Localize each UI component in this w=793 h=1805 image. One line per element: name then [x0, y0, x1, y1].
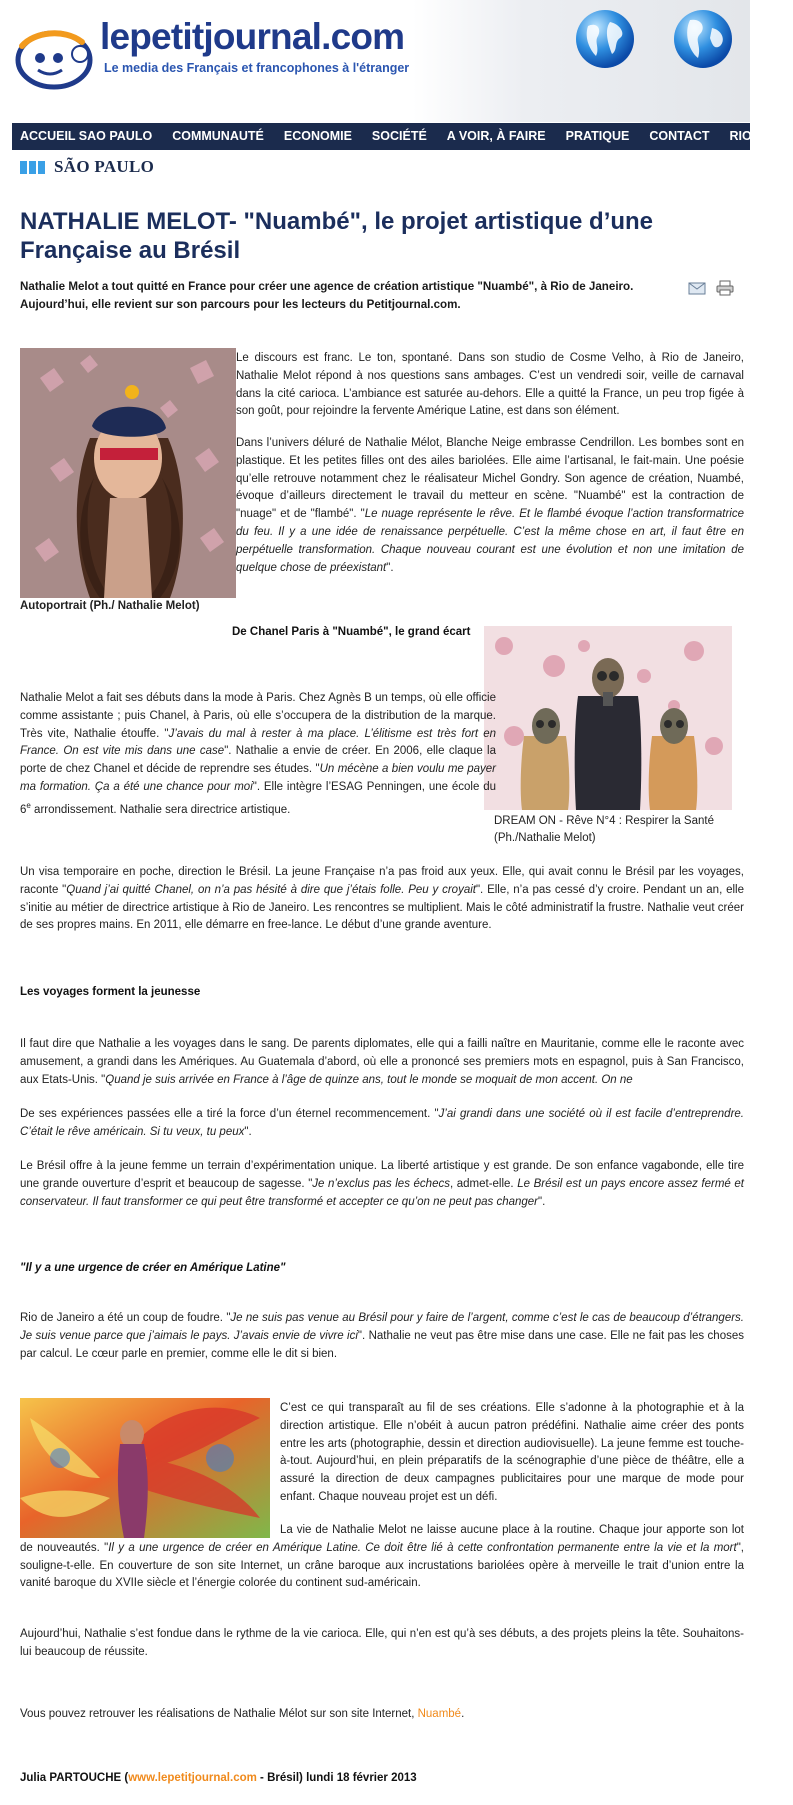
article-title: NATHALIE MELOT- "Nuambé", le projet artistique d’une Française au Brésil — [20, 208, 654, 264]
site-title[interactable]: lepetitjournal.com — [100, 16, 405, 57]
paragraph-2: Dans l’univers déluré de Nathalie Mélot, Blanche Neige embrasse Cendrillon. Les bombes sont en plastique. Et les petites filles ont des ailes bariolées. Elle aime l’artisanal, le fait-main. Une poésie qu’elle retrouve notamment chez le réalisateur Michel Gondry. Son agence de création, Nuambé, évoque d’ailleurs directement le travail du metteur en scène. "Nuambé" est la contraction de "nuage" et de "flambé". "Le nuage représente le rêve. Et le flambé évoque l’action transformatrice du feu. Il y a une idée de renaissance perpétuelle. C’est la même chose en art, il faut être en perpétuelle transformation. Chaque nouveau courant est une évolution et non une imitation de quelque chose de préexistant". — [236, 437, 744, 574]
subheading-voyages: Les voyages forment la jeunesse — [20, 986, 201, 998]
globe-icon[interactable] — [672, 8, 734, 70]
lepetitjournal-link[interactable]: www.lepetitjournal.com — [128, 1772, 257, 1784]
site-header — [0, 0, 750, 122]
paragraph-3: Nathalie Melot a fait ses débuts dans la mode à Paris. Chez Agnès B un temps, où elle officie comme assistante ; puis Chanel, à Paris, où elle s’occupera de la distribution de la marque. Très vite, Nathalie étouffe. "J’avais du mal à rester à ma place. L’élitisme est très fort en France. On est vite mis dans une case". Nathalie a envie de créer. En 2006, elle claque la porte de chez Chanel et décide de reprendre ses études. "Un mécène a bien voulu me payer ma formation. Ça a été une chance pour moi". Elle intègre l’ESAG Penningen, une école du 6e arrondissement. Nathalie sera directrice artistique. — [20, 692, 496, 816]
nav-item-a-voir[interactable]: A VOIR, À FAIRE — [446, 129, 546, 143]
nav-item-accueil[interactable]: ACCUEIL SAO PAULO — [20, 129, 153, 143]
paragraph-1: Le discours est franc. Le ton, spontané. Dans son studio de Cosme Velho, à Rio de Janeiro, Nathalie Melot répond à nos questions sans ambages. C’est un vendredi soir, veille de carnaval dans la cité carioca. L’ambiance est saturée au-dehors. Elle a quitté la France, un peu trop figée à son goût, pour rejoindre la fervente Amérique Latine, est dans son élément. — [236, 352, 744, 418]
paragraph-4: Un visa temporaire en poche, direction le Brésil. La jeune Française n’a pas froid aux yeux. Elle, qui avait connu le Brésil par les voyages, raconte "Quand j’ai quitté Chanel, on n’a pas hésité à dire que j’étais folle. Peu y croyait". Elle, n’a pas cessé d’y croire. Pendant un an, elle s’initie au métier de directrice artistique à Rio de Janeiro. Les rencontres se multiplient. Mais le côté administratif la frustre. Nathalie veut créer de ses propres mains. En 2011, elle démarre en free-lance. Le début d’une grande aventure. — [20, 866, 745, 932]
section-label[interactable]: SÃO PAULO — [54, 157, 155, 176]
article-lead: Nathalie Melot a tout quitté en France pour créer une agence de création artistique "Nuambé", à Rio de Janeiro. Aujourd’hui, elle revient sur son parcours pour les lecteurs du Petitjournal.com. — [20, 280, 634, 311]
nav-item-pratique[interactable]: PRATIQUE — [565, 129, 630, 143]
subheading-urgence: "Il y a une urgence de créer en Amérique Latine" — [20, 1262, 286, 1274]
byline: Julia PARTOUCHE (www.lepetitjournal.com - Brésil) lundi 18 février 2013 — [20, 1772, 417, 1784]
email-icon[interactable] — [688, 280, 706, 296]
paragraph-12: Vous pouvez retrouver les réalisations de Nathalie Mélot sur son site Internet, Nuambé. — [20, 1708, 465, 1720]
dream-on-caption: DREAM ON - Rêve N°4 : Respirer la Santé (Ph./Nathalie Melot) — [494, 815, 714, 844]
dream-on-photo — [484, 626, 732, 810]
paragraph-9: C’est ce qui transparaît au fil de ses créations. Elle s’adonne à la photographie et à la direction artistique. Elle n’obéit à aucun patron prédéfini. Nathalie aime créer des ponts entre les arts (photographie, dessin et direction audiovisuelle). La jeune femme est touche-à-tout. Aujourd’hui, en plein préparatifs de la scénographie d’une pièce de théâtre, elle a assuré la direction de deux campagnes publicitaires pour une marque de mode pour enfant. Chaque nouveau projet est un défi. — [280, 1402, 744, 1503]
main-nav — [12, 123, 784, 150]
paragraph-6: De ses expériences passées elle a tiré la force d’un éternel recommencement. "J’ai grandi dans une société où il est facile d’entreprendre. C’était le rêve américain. Si tu veux, tu peux". — [20, 1108, 744, 1138]
colorful-wings-photo — [20, 1398, 270, 1538]
paragraph-10: La vie de Nathalie Melot ne laisse aucune place à la routine. Chaque jour apporte son lot de nouveautés. "Il y a une urgence de créer en Amérique Latine. Ce doit être lié à cette confrontation permanente entre la vie et la mort", souligne-t-elle. En couverture de son site Internet, un crâne baroque aux incrustations bariolées opère à merveille le trait d’union entre la vanité baroque du XVIIe siècle et l’énergie colorée du continent sud-américain. — [20, 1524, 744, 1590]
globe-icon[interactable] — [574, 8, 636, 70]
print-icon[interactable] — [716, 280, 734, 296]
nav-item-rio[interactable]: RIO DE J — [729, 129, 784, 143]
autoportrait-photo — [20, 348, 236, 598]
paragraph-8: Rio de Janeiro a été un coup de foudre. "Je ne suis pas venue au Brésil pour y faire de l’argent, comme c’est le cas de beaucoup d’étrangers. Je suis venue parce que j’aimais le pays. J’avais envie de vivre ici". Nathalie ne veut pas être mise dans une case. Elle ne fait pas les choses par calcul. Le cœur parle en premier, comme elle le dit si bien. — [20, 1312, 744, 1360]
nuambe-link[interactable]: Nuambé — [417, 1708, 462, 1720]
logo-icon[interactable] — [14, 26, 98, 90]
subheading-chanel: De Chanel Paris à "Nuambé", le grand écart — [232, 626, 471, 638]
nav-item-economie[interactable]: ECONOMIE — [283, 129, 352, 143]
paragraph-11: Aujourd’hui, Nathalie s’est fondue dans le rythme de la vie carioca. Elle, qui n’en est qu’à ses débuts, a des projets pleins la tête. Souhaitons-lui beaucoup de réussite. — [20, 1628, 744, 1658]
paragraph-7: Le Brésil offre à la jeune femme un terrain d’expérimentation unique. La liberté artistique y est grande. De son enfance vagabonde, elle tire une grande ouverture d’esprit et beaucoup de sagesse. "Je n’exclus pas les échecs, admet-elle. Le Brésil est un pays encore assez fermé et conservateur. Il faut transformer ce qui peut être transformé et accepter ce qu’on ne peut pas changer". — [20, 1160, 744, 1208]
autoportrait-caption: Autoportrait (Ph./ Nathalie Melot) — [20, 600, 200, 612]
nav-item-societe[interactable]: SOCIÉTÉ — [371, 129, 427, 143]
section-header — [20, 157, 154, 177]
nav-item-communaute[interactable]: COMMUNAUTÉ — [172, 129, 264, 143]
site-tagline: Le media des Français et francophones à l'étranger — [104, 61, 410, 75]
nav-item-contact[interactable]: CONTACT — [649, 129, 710, 143]
paragraph-5: Il faut dire que Nathalie a les voyages dans le sang. De parents diplomates, elle qui a failli naître en Mauritanie, comme elle le raconte avec amusement, a grandi dans les Amériques. Au Guatemala d’abord, où elle a prononcé ses premiers mots en espagnol, puis à San Francisco, aux Etats-Unis. "Quand je suis arrivée en France à l’âge de quinze ans, tout le monde se moquait de mon accent. On ne — [20, 1038, 744, 1086]
section-bars-icon — [20, 161, 45, 174]
